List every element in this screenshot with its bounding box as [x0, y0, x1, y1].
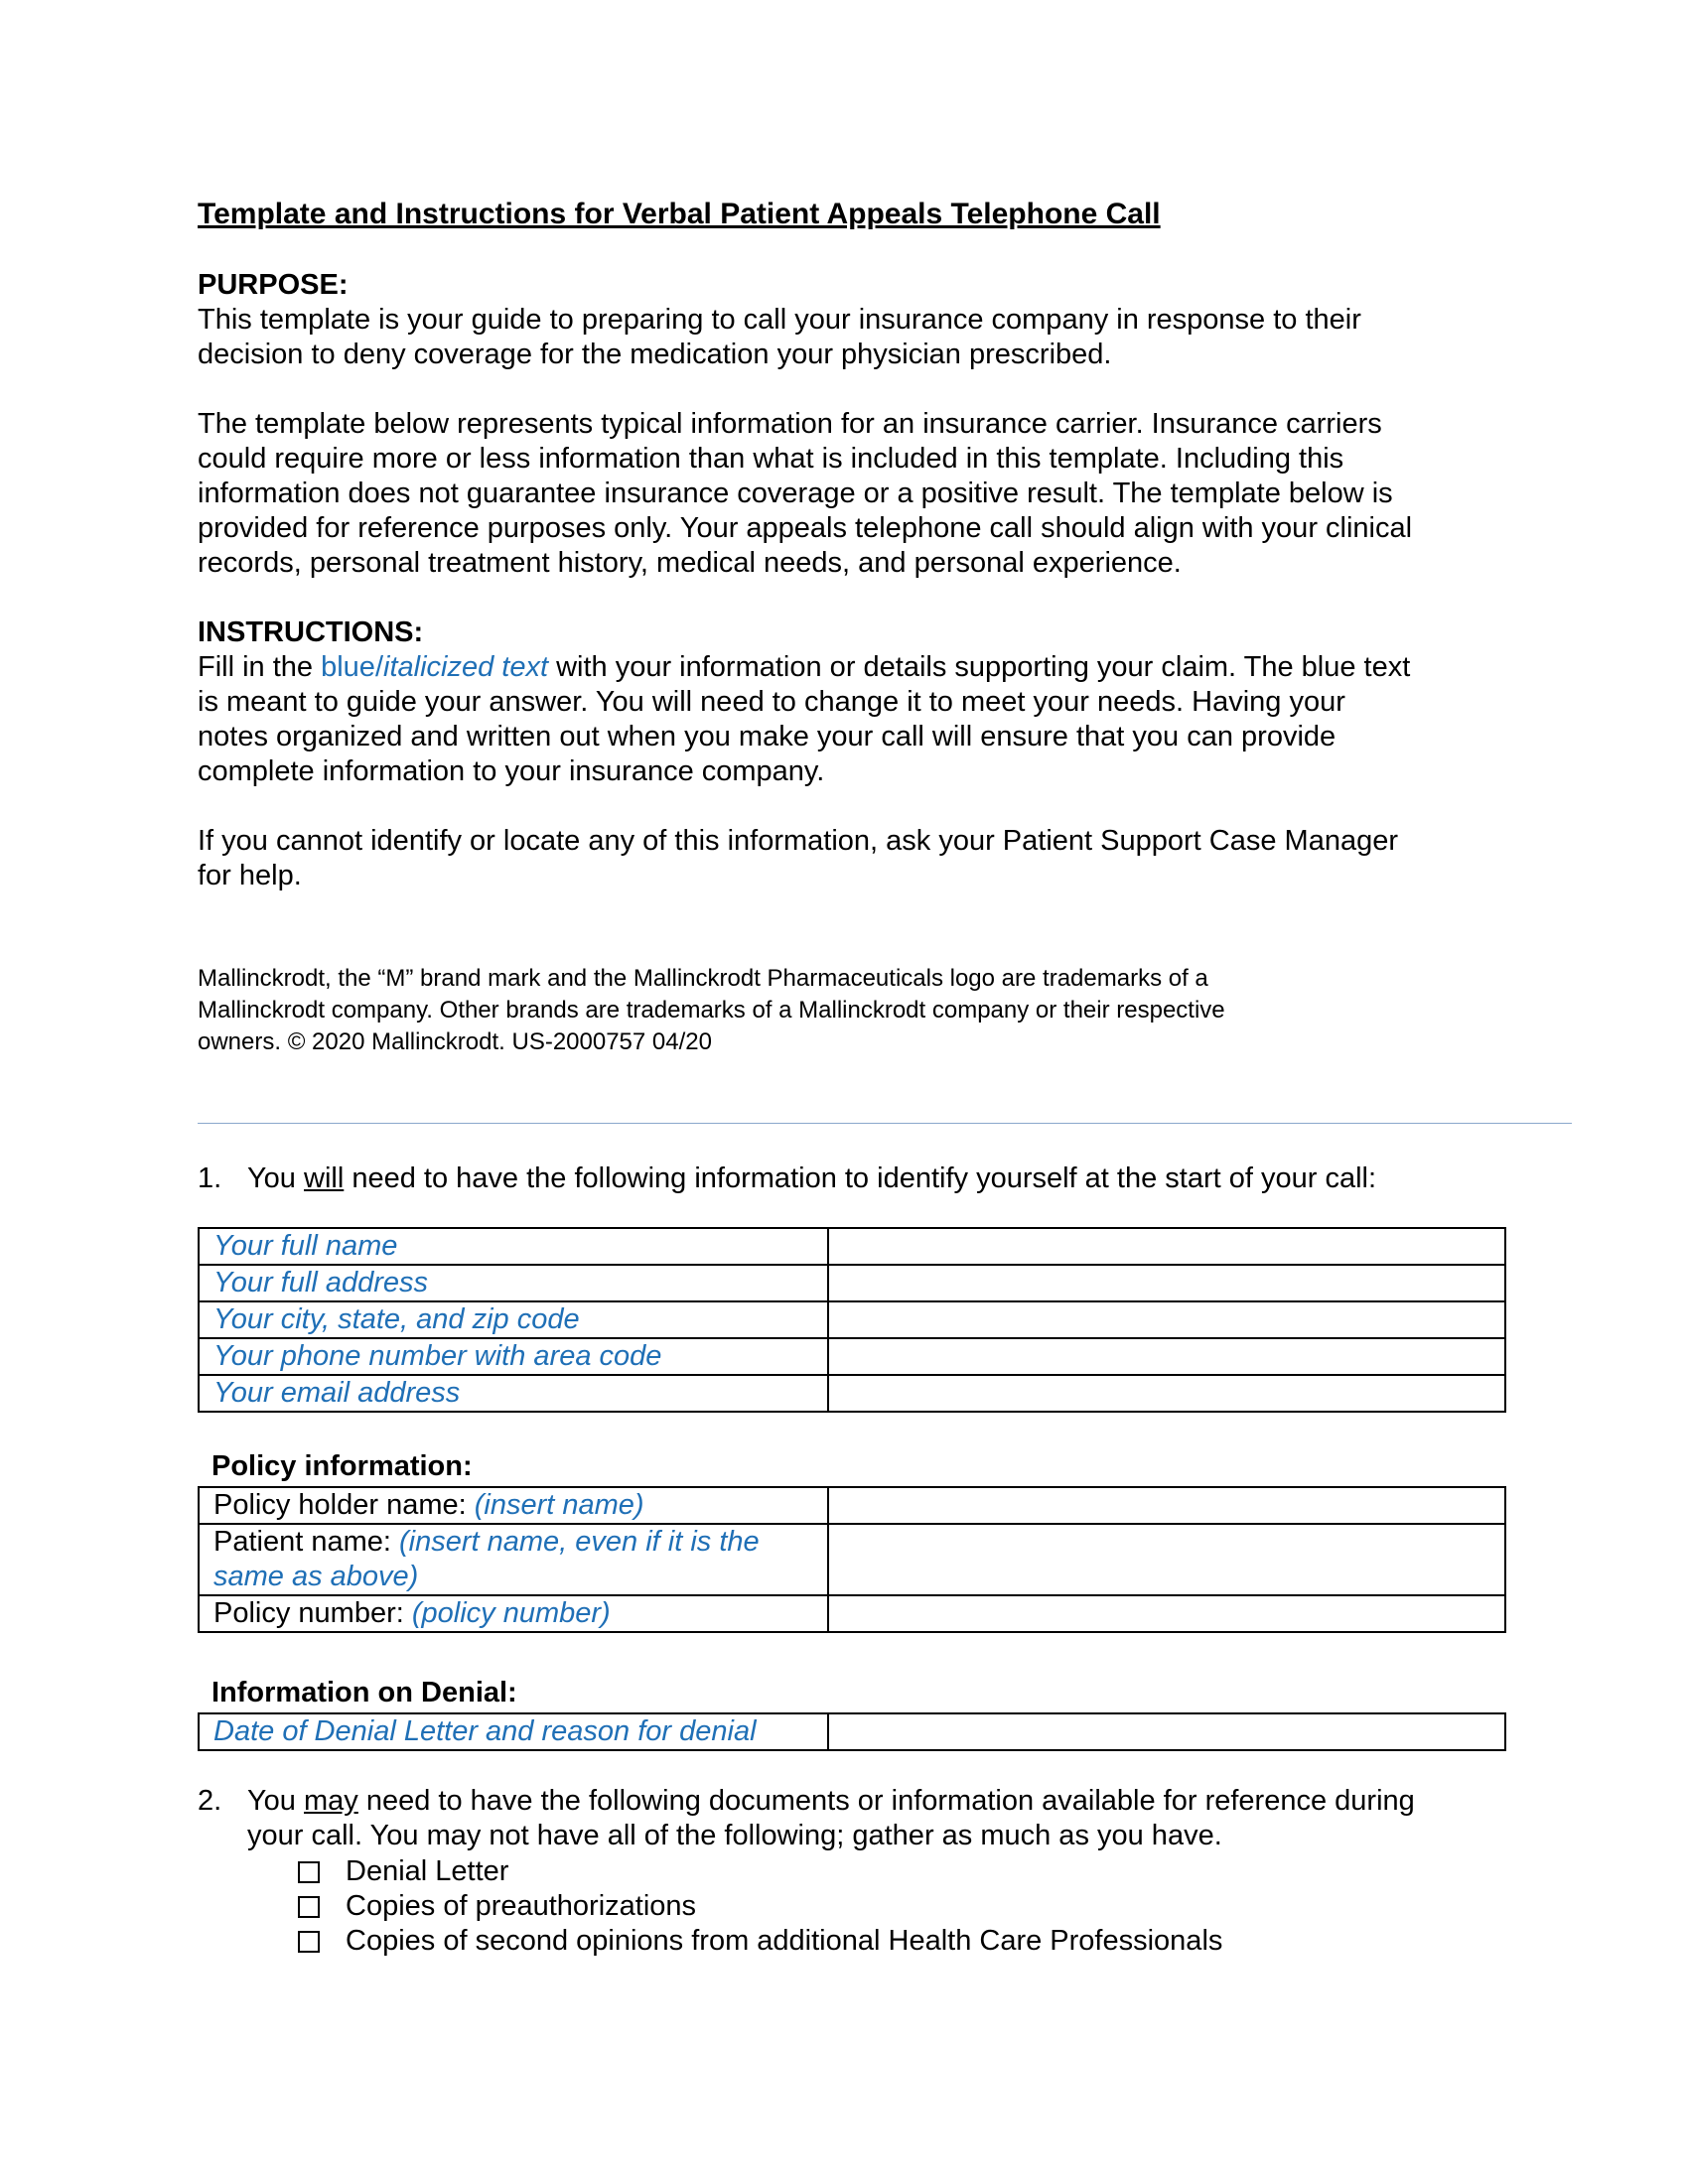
- checkbox[interactable]: [298, 1861, 320, 1883]
- legal-disclaimer: Mallinckrodt, the “M” brand mark and the Mallinckrodt Pharmaceuticals logo are trademarks of a Mallinckrodt company. Other brands are trademarks of a Mallinckrodt company or their respective owners. © 2020 Mallinckrodt. US-2000757 04/20: [198, 965, 1225, 1055]
- policy-holder-field[interactable]: [828, 1487, 1505, 1524]
- table-row: [199, 1301, 1505, 1338]
- purpose-paragraph-2: The template below represents typical information for an insurance carrier. Insurance carriers could require more or less information than what is included in this template. Including this information does not guarantee insurance coverage or a positive result. The template below is provided for reference purposes only. Your appeals telephone call should align with your clinical records, personal treatment history, medical needs, and personal experience.: [198, 408, 1413, 579]
- email-address-field[interactable]: [828, 1375, 1505, 1412]
- email-address-label: Your email address: [199, 1375, 828, 1412]
- instructions-paragraph: Fill in the blue/italicized text with your information or details supporting your claim. The blue text is meant to guide your answer. You will need to change it to meet your needs. Having your notes organized and written out when you make your call will ensure that you can provide complete information to your insurance company.: [198, 651, 1411, 787]
- section-2-intro: 2. You may need to have the following documents or information available for reference during your call. You may not have all of the following; gather as much as you have.: [198, 1785, 1415, 1851]
- help-paragraph: If you cannot identify or locate any of this information, ask your Patient Support Case Manager for help.: [198, 825, 1398, 891]
- checkbox[interactable]: [298, 1896, 320, 1918]
- table-row: [199, 1487, 1505, 1524]
- denial-table: [198, 1712, 1506, 1751]
- purpose-heading: PURPOSE:: [198, 269, 349, 301]
- list-item: Denial Letter: [298, 1854, 1222, 1889]
- full-address-label: Your full address: [199, 1265, 828, 1301]
- table-row: [199, 1524, 1505, 1595]
- policy-table: [198, 1486, 1506, 1633]
- blue-hint-text: blue/: [321, 651, 383, 683]
- purpose-paragraph-1: This template is your guide to preparing to call your insurance company in response to their decision to deny coverage for the medication your physician prescribed.: [198, 304, 1361, 370]
- phone-number-field[interactable]: [828, 1338, 1505, 1375]
- instructions-heading: INSTRUCTIONS:: [198, 616, 424, 648]
- policy-heading: Policy information:: [211, 1450, 473, 1482]
- section-divider: [198, 1123, 1572, 1124]
- policy-number-field[interactable]: [828, 1595, 1505, 1632]
- table-row: [199, 1595, 1505, 1632]
- table-row: [199, 1228, 1505, 1265]
- blue-italic-hint-text: italicized text: [383, 651, 549, 683]
- table-row: [199, 1338, 1505, 1375]
- policy-holder-label: Policy holder name: (insert name): [199, 1487, 828, 1524]
- section-1-intro: 1. You will need to have the following information to identify yourself at the start of your call:: [198, 1162, 1377, 1194]
- patient-name-label: Patient name: (insert name, even if it is the same as above): [199, 1524, 828, 1595]
- city-state-zip-field[interactable]: [828, 1301, 1505, 1338]
- full-name-field[interactable]: [828, 1228, 1505, 1265]
- phone-number-label: Your phone number with area code: [199, 1338, 828, 1375]
- policy-number-label: Policy number: (policy number): [199, 1595, 828, 1632]
- table-row: [199, 1265, 1505, 1301]
- checkbox[interactable]: [298, 1931, 320, 1953]
- list-item: Copies of second opinions from additional Health Care Professionals: [298, 1924, 1222, 1959]
- table-row: [199, 1375, 1505, 1412]
- document-checklist: [298, 1854, 1222, 1959]
- denial-heading: Information on Denial:: [211, 1677, 517, 1708]
- patient-name-field[interactable]: [828, 1524, 1505, 1595]
- city-state-zip-label: Your city, state, and zip code: [199, 1301, 828, 1338]
- denial-date-reason-field[interactable]: [828, 1713, 1505, 1750]
- section-1-number: 1.: [198, 1162, 222, 1194]
- page-title: Template and Instructions for Verbal Patient Appeals Telephone Call: [198, 198, 1161, 230]
- section-2-number: 2.: [198, 1785, 222, 1817]
- identity-table: [198, 1227, 1506, 1413]
- table-row: [199, 1713, 1505, 1750]
- full-address-field[interactable]: [828, 1265, 1505, 1301]
- denial-date-reason-label: Date of Denial Letter and reason for denial: [199, 1713, 828, 1750]
- list-item: Copies of preauthorizations: [298, 1889, 1222, 1924]
- full-name-label: Your full name: [199, 1228, 828, 1265]
